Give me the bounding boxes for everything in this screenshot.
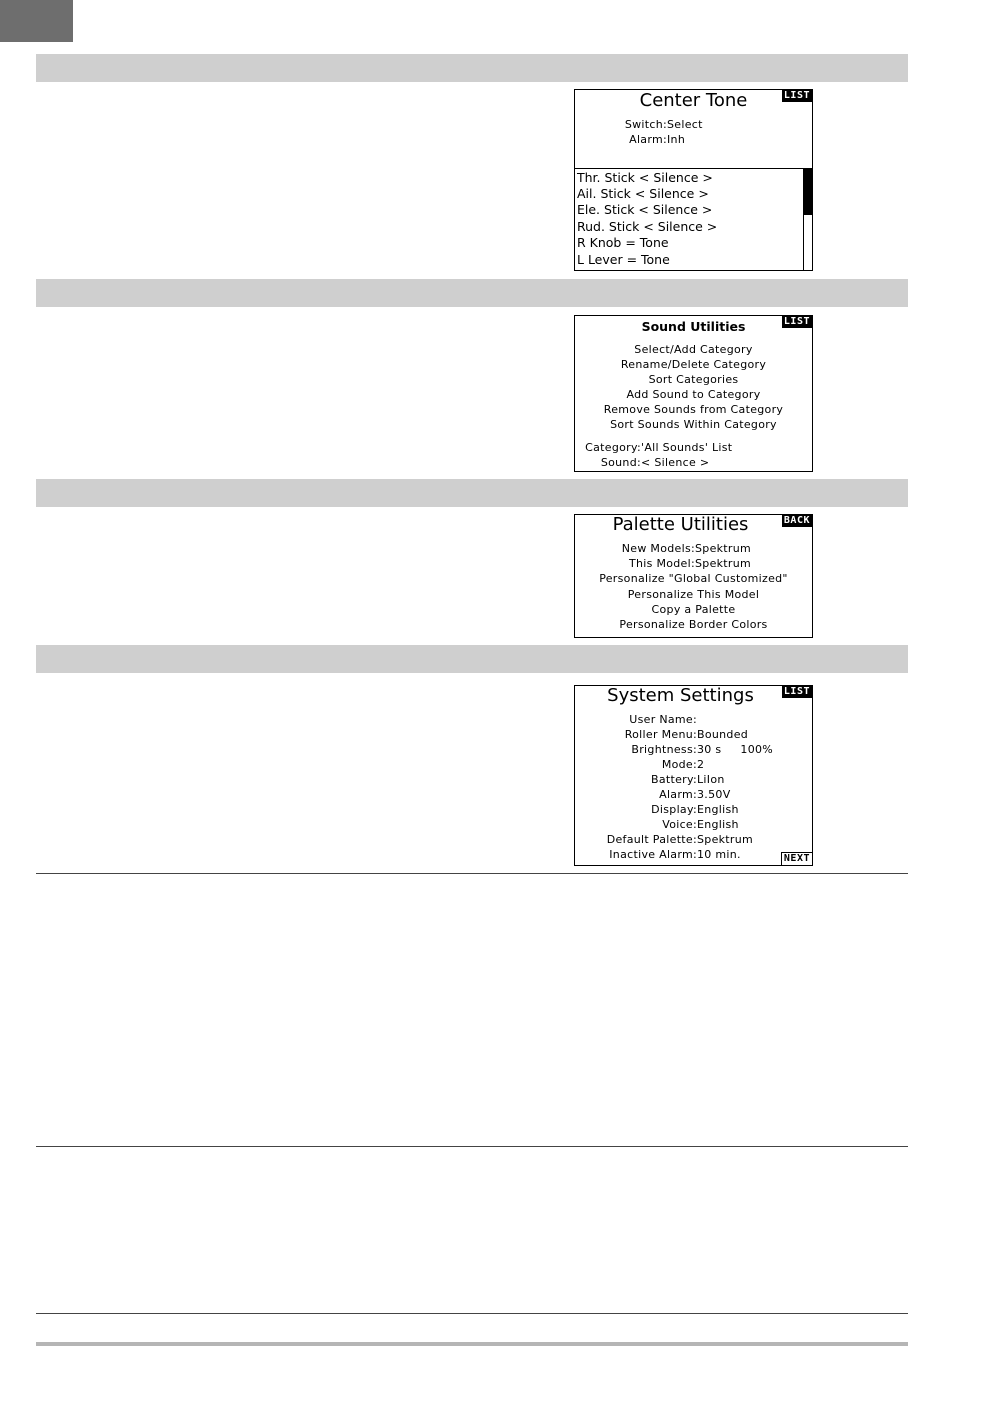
field-label: Roller Menu: (624, 728, 697, 741)
settings-row[interactable] (580, 848, 741, 861)
menu-item[interactable]: Add Sound to Category (626, 388, 761, 401)
screen-title: Palette Utilities (612, 514, 749, 535)
field-value: English (697, 803, 739, 816)
field-label: Battery: (650, 773, 697, 786)
field-value: LiIon (697, 773, 725, 786)
list-item[interactable]: L Lever = Tone (577, 252, 670, 267)
field-label: Voice: (662, 818, 697, 831)
section-header-bar (36, 645, 908, 673)
sound-utilities-screen (574, 315, 813, 472)
field-label: Inactive Alarm: (609, 848, 697, 861)
settings-row[interactable] (580, 713, 697, 726)
list-tag-button[interactable]: LIST (783, 316, 810, 327)
list-tag-button[interactable]: LIST (783, 90, 810, 101)
sound-field[interactable] (580, 456, 709, 469)
field-value: 'All Sounds' List (641, 441, 733, 454)
menu-item[interactable]: Sort Categories (648, 373, 739, 386)
system-settings-screen (574, 685, 813, 866)
divider-line (36, 1313, 908, 1314)
next-tag-button[interactable]: NEXT (781, 852, 812, 865)
category-field[interactable] (580, 441, 732, 454)
divider-line (36, 873, 908, 874)
field-label: User Name: (629, 713, 697, 726)
settings-row[interactable] (580, 788, 731, 801)
field-label: This Model: (628, 557, 695, 570)
list-item[interactable]: Ail. Stick < Silence > (577, 186, 709, 201)
field-label: Display: (651, 803, 697, 816)
field-label: Switch: (624, 118, 667, 131)
settings-row[interactable] (580, 728, 748, 741)
screen-title: Sound Utilities (641, 319, 746, 334)
field-value: Inh (667, 133, 686, 146)
field-label: Alarm: (629, 133, 667, 146)
field-value: Spektrum (695, 542, 752, 555)
section-header-bar (36, 479, 908, 507)
page-corner-tab (0, 0, 73, 42)
field-value: Spektrum (695, 557, 752, 570)
settings-row[interactable] (580, 758, 704, 771)
list-item[interactable]: Thr. Stick < Silence > (577, 170, 713, 185)
tone-list (575, 168, 812, 270)
screen-title: Center Tone (639, 90, 748, 111)
field-label: Brightness: (631, 743, 697, 756)
menu-item[interactable]: Rename/Delete Category (620, 358, 767, 371)
field-value: 10 min. (697, 848, 741, 861)
new-models-field[interactable] (580, 542, 751, 555)
list-scrollbar[interactable] (803, 169, 812, 270)
settings-row[interactable] (580, 743, 773, 756)
list-item[interactable]: Rud. Stick < Silence > (577, 219, 718, 234)
center-tone-screen (574, 89, 813, 271)
field-label: Alarm: (659, 788, 697, 801)
section-header-bar (36, 279, 908, 307)
menu-item[interactable]: Copy a Palette (651, 603, 736, 616)
field-value: Select (667, 118, 703, 131)
this-model-field[interactable] (580, 557, 751, 570)
field-value: English (697, 818, 739, 831)
footer-bar (36, 1342, 908, 1346)
palette-utilities-screen (574, 514, 813, 638)
list-tag-button[interactable]: LIST (783, 686, 810, 697)
field-value: 2 (697, 758, 705, 771)
menu-item[interactable]: Personalize This Model (627, 588, 760, 601)
field-label: Default Palette: (606, 833, 697, 846)
settings-row[interactable] (580, 803, 739, 816)
menu-item[interactable]: Remove Sounds from Category (603, 403, 784, 416)
settings-row[interactable] (580, 773, 725, 786)
screen-title: System Settings (607, 685, 754, 706)
list-item[interactable]: Ele. Stick < Silence > (577, 202, 713, 217)
field-label: Mode: (661, 758, 697, 771)
back-tag-button[interactable]: BACK (783, 515, 810, 526)
menu-item[interactable]: Personalize Border Colors (619, 618, 768, 631)
field-value: 3.50V (697, 788, 731, 801)
menu-item[interactable]: Select/Add Category (634, 343, 753, 356)
list-item[interactable]: R Knob = Tone (577, 235, 669, 250)
menu-item[interactable]: Sort Sounds Within Category (610, 418, 777, 431)
field-value: Bounded (697, 728, 749, 741)
divider-line (36, 1146, 908, 1147)
settings-row[interactable] (580, 818, 739, 831)
settings-row[interactable] (580, 833, 753, 846)
scrollbar-thumb[interactable] (804, 169, 812, 215)
field-label: Sound: (600, 456, 641, 469)
alarm-field[interactable] (605, 133, 685, 146)
field-value: < Silence > (641, 456, 710, 469)
switch-field[interactable] (605, 118, 703, 131)
field-label: New Models: (621, 542, 695, 555)
field-label: Category: (585, 441, 641, 454)
section-header-bar (36, 54, 908, 82)
field-value: 30 s 100% (697, 743, 774, 756)
menu-item[interactable]: Personalize "Global Customized" (599, 572, 788, 585)
field-value: Spektrum (697, 833, 754, 846)
